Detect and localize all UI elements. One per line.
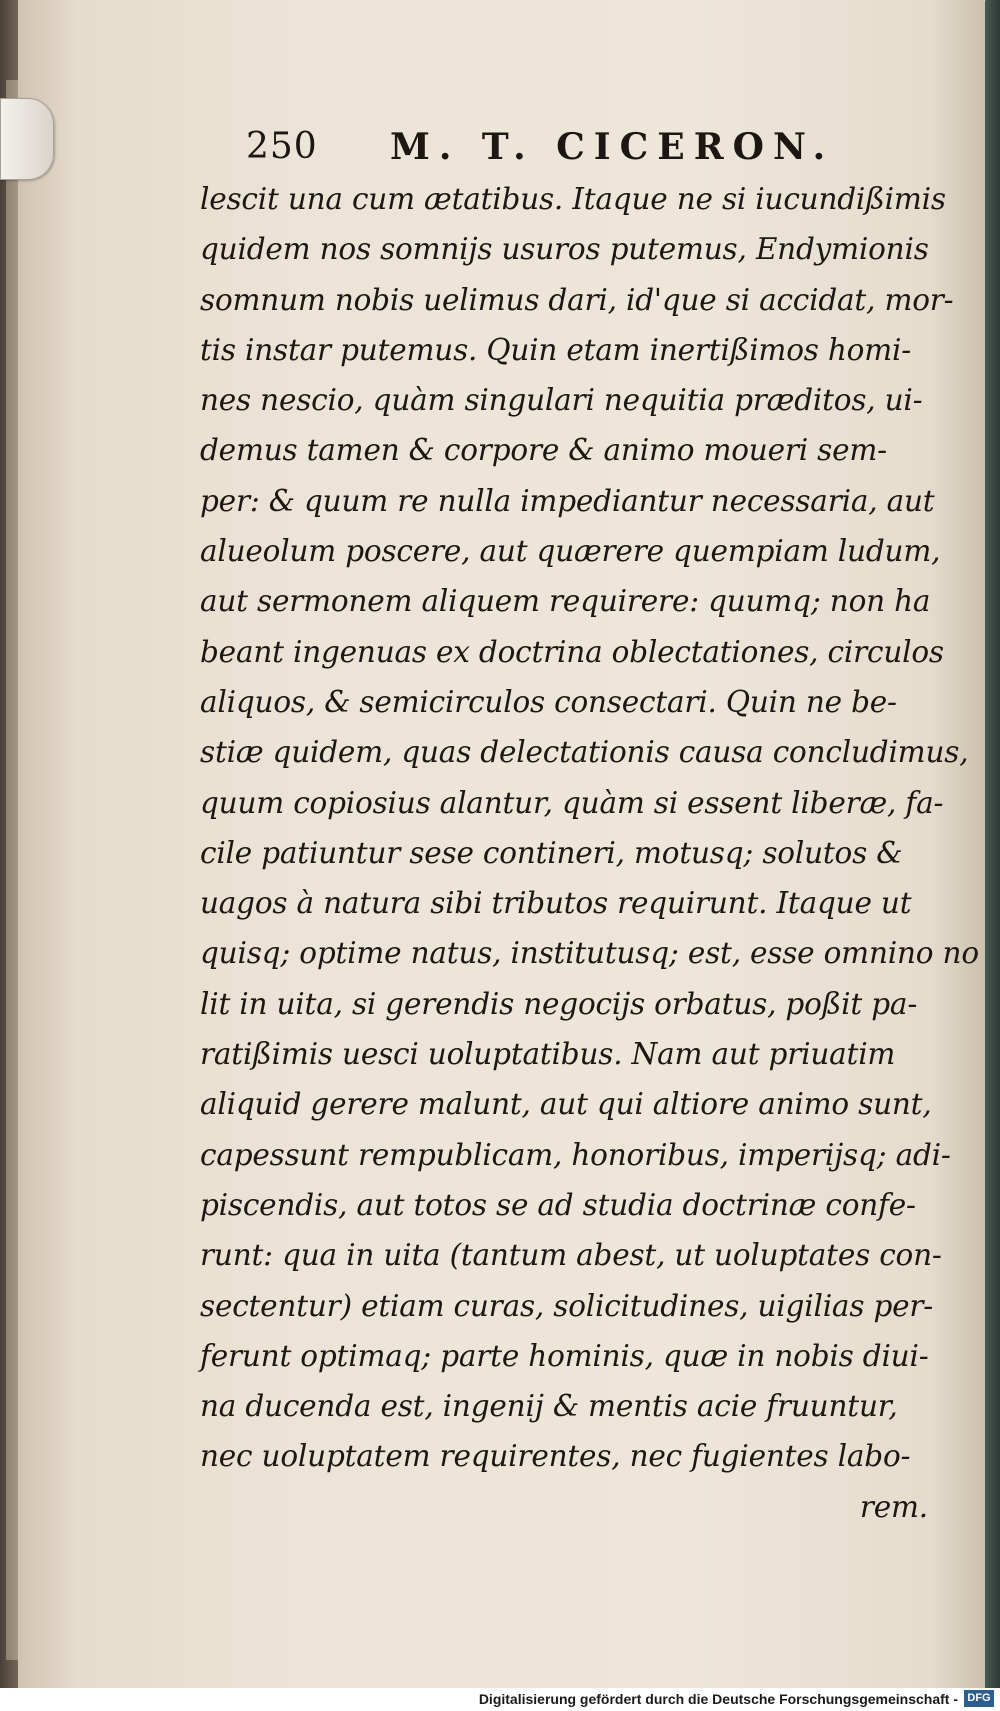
body-text <box>200 174 979 1482</box>
text-line: aut sermonem aliquem requirere: quumq; non ha <box>200 584 931 619</box>
text-line: na ducenda est, ingenij & mentis acie fruuntur, <box>200 1389 898 1424</box>
digitization-footer <box>0 1688 1000 1711</box>
book-cover-edge <box>985 0 1000 1688</box>
page-header <box>200 118 950 174</box>
text-line: quum copiosius alantur, quàm si essent liberæ, fa- <box>200 785 944 820</box>
catchword-line: rem. <box>859 1489 928 1524</box>
text-line: piscendis, aut totos se ad studia doctrinæ confe- <box>200 1187 916 1222</box>
running-head: M. T. CICERON. <box>390 126 835 168</box>
text-line: nec uoluptatem requirentes, nec fugientes labo- <box>200 1439 911 1474</box>
page-text <box>200 118 979 1532</box>
text-line: uagos à natura sibi tributos requirunt. Itaque ut <box>200 886 912 921</box>
text-line: quisq; optime natus, institutusq; est, esse omnino no <box>200 936 979 971</box>
page-clip <box>0 98 54 180</box>
text-line: per: & quum re nulla impediantur necessaria, aut <box>200 483 935 518</box>
text-line: lit in uita, si gerendis negocijs orbatus, poßit pa- <box>200 986 918 1021</box>
page-number: 250 <box>246 126 318 167</box>
text-line: stiæ quidem, quas delectationis causa concludimus, <box>200 735 969 770</box>
text-line: cile patiuntur sese contineri, motusq; solutos & <box>200 835 903 870</box>
funding-credit: Digitalisierung gefördert durch die Deutsche Forschungsgemeinschaft - <box>478 1691 958 1707</box>
text-line: somnum nobis uelimus dari, id'que si accidat, mor- <box>200 282 954 317</box>
text-line: tis instar putemus. Quin etam inertißimos homi- <box>200 332 912 367</box>
text-line: ferunt optimaq; parte hominis, quæ in nobis diui- <box>200 1338 929 1373</box>
text-line: ratißimis uesci uoluptatibus. Nam aut priuatim <box>200 1037 896 1072</box>
text-line: aliquid gerere malunt, aut qui altiore animo sunt, <box>200 1087 932 1122</box>
text-line: sectentur) etiam curas, solicitudines, uigilias per- <box>200 1288 934 1323</box>
text-line: capessunt rempublicam, honoribus, imperijsq; adi- <box>200 1137 951 1172</box>
text-line: lescit una cum ætatibus. Itaque ne si iucundißimis <box>200 182 946 216</box>
text-line: runt: qua in uita (tantum abest, ut uoluptates con- <box>200 1238 942 1273</box>
text-line: aliquos, & semicirculos consectari. Quin ne be- <box>200 684 897 719</box>
text-line: alueolum poscere, aut quærere quempiam ludum, <box>200 534 941 569</box>
text-line: quidem nos somnijs usuros putemus, Endymionis <box>200 232 929 267</box>
text-line: demus tamen & corpore & animo moueri sem- <box>200 433 887 468</box>
text-line: nes nescio, quàm singulari nequitia præditos, ui- <box>200 383 923 418</box>
text-line: beant ingenuas ex doctrina oblectationes, circulos <box>200 634 944 669</box>
dfg-logo: DFG <box>964 1690 994 1707</box>
